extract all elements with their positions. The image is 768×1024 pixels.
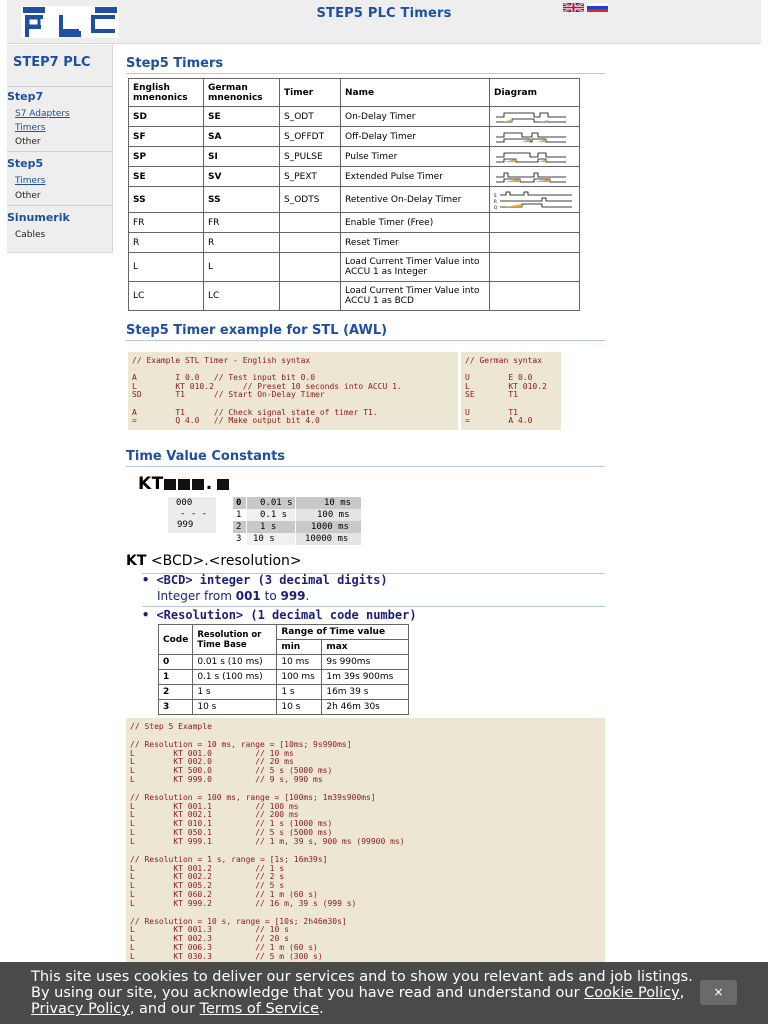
table-cell: Pulse Timer: [341, 147, 490, 167]
table-cell: R: [129, 233, 204, 253]
sidebar-item-s7-adapters[interactable]: S7 Adapters: [15, 109, 70, 119]
sidebar-section-step5[interactable]: Step5: [7, 157, 44, 170]
section-heading-stl: Step5 Timer example for STL (AWL): [126, 323, 605, 341]
table-cell: L: [204, 253, 280, 282]
table-cell: 0: [159, 655, 193, 670]
section-heading-timers: Step5 Timers: [126, 56, 605, 74]
table-cell: 2: [159, 685, 193, 700]
table-header: Resolution or Time Base: [193, 625, 277, 655]
close-icon: ×: [713, 985, 724, 999]
table-cell: 16m 39 s: [322, 685, 409, 700]
cookie-text: ,: [679, 985, 685, 1001]
table-row: [129, 213, 580, 233]
close-button[interactable]: [700, 980, 737, 1005]
table-cell: FR: [129, 213, 204, 233]
table-cell: 0.01 s (10 ms): [193, 655, 277, 670]
table-cell: Retentive On-Delay Timer: [341, 187, 490, 213]
bcd-value: - - -: [180, 509, 208, 519]
table-cell: SS: [204, 187, 280, 213]
desc-text: .: [305, 589, 310, 603]
diagram-pulse-icon: [494, 150, 568, 164]
bcd-value: 000: [176, 498, 193, 508]
table-cell: SS: [129, 187, 204, 213]
kt-dot: .: [205, 474, 213, 494]
table-cell: [280, 282, 341, 311]
svg-text:Q: Q: [494, 204, 498, 210]
table-cell: S_OFFDT: [280, 127, 341, 147]
table-cell: 9s 990ms: [322, 655, 409, 670]
table-cell: L: [129, 253, 204, 282]
english-flag-icon[interactable]: [563, 3, 584, 12]
desc-from: 001: [235, 589, 261, 603]
bullet-resolution: • <Resolution> (1 decimal code number): [142, 608, 417, 622]
table-cell: Extended Pulse Timer: [341, 167, 490, 187]
table-cell: 100 ms: [277, 670, 322, 685]
table-cell: R: [204, 233, 280, 253]
table-row: [129, 282, 580, 311]
table-cell: SV: [204, 167, 280, 187]
sidebar-item-step5-timers[interactable]: Timers: [15, 176, 46, 186]
res-unit: 10 ms: [324, 498, 352, 508]
sidebar-item-step7-other[interactable]: Other: [15, 137, 41, 147]
table-cell: [280, 213, 341, 233]
digit-block: [164, 479, 176, 490]
desc-to: 999: [280, 589, 306, 603]
cookie-text: .: [319, 1001, 324, 1017]
table-cell: 10 s: [193, 700, 277, 715]
digit-block: [178, 479, 190, 490]
desc-text: to: [260, 589, 281, 603]
table-row: [129, 233, 580, 253]
terms-of-service-link[interactable]: Terms of Service: [199, 1001, 320, 1017]
table-row: [129, 253, 580, 282]
table-cell: 0.1 s (100 ms): [193, 670, 277, 685]
bcd-value: 999: [177, 520, 194, 530]
table-cell: [490, 107, 580, 127]
table-row: [159, 700, 409, 715]
res-code: 3: [236, 534, 242, 544]
table-cell: SD: [129, 107, 204, 127]
table-cell: SE: [129, 167, 204, 187]
bullet-resolution-text: <Resolution> (1 decimal code number): [156, 608, 417, 622]
table-header: Timer: [280, 79, 341, 107]
table-cell: SE: [204, 107, 280, 127]
diagram-on-delay-icon: [494, 110, 568, 124]
table-header: Code: [159, 625, 193, 655]
res-unit: 10000 ms: [305, 534, 349, 544]
sidebar: [7, 45, 113, 253]
cookie-policy-link[interactable]: Cookie Policy: [584, 985, 680, 1001]
table-cell: [490, 127, 580, 147]
table-cell: On-Delay Timer: [341, 107, 490, 127]
table-cell: FR: [204, 213, 280, 233]
table-header: max: [322, 640, 409, 655]
kt-syntax-keyword: KT: [126, 553, 147, 569]
table-cell: 3: [159, 700, 193, 715]
table-cell: 10 ms: [277, 655, 322, 670]
sidebar-item-step7-timers[interactable]: Timers: [15, 123, 46, 133]
table-row: [129, 187, 580, 213]
cookie-message: [31, 969, 701, 1017]
table-cell: [490, 167, 580, 187]
diagram-extended-pulse-icon: [494, 170, 568, 184]
table-cell: S_ODT: [280, 107, 341, 127]
sidebar-item-cables[interactable]: Cables: [15, 230, 46, 240]
digit-block: [192, 479, 204, 490]
res-unit: 100 ms: [317, 510, 350, 520]
table-cell: [490, 187, 580, 213]
table-header: min: [277, 640, 322, 655]
bullet-bcd-text: <BCD> integer (3 decimal digits): [156, 573, 388, 587]
table-cell: [490, 147, 580, 167]
svg-text:S: S: [494, 192, 497, 198]
code-block-german: // German syntax U E 0.0 L KT 010.2 SE T1 U T1 = A 4.0: [461, 352, 561, 430]
table-row: [129, 107, 580, 127]
table-cell: LC: [204, 282, 280, 311]
sidebar-section-sinumerik[interactable]: Sinumerik: [7, 211, 70, 224]
section-heading-time-constants: Time Value Constants: [126, 449, 605, 467]
res-base: 0.1 s: [260, 510, 288, 520]
table-cell: Load Current Timer Value into ACCU 1 as Integer: [341, 253, 490, 282]
table-header: German mnenonics: [204, 79, 280, 107]
cookie-banner: [0, 962, 768, 1024]
divider: [7, 205, 112, 206]
table-cell: [490, 253, 580, 282]
table-row: [129, 147, 580, 167]
divider: [142, 606, 605, 607]
table-row: [129, 167, 580, 187]
divider: [7, 86, 112, 87]
table-row: [159, 655, 409, 670]
timers-table: [128, 78, 580, 311]
kt-label: KT: [138, 474, 164, 494]
header-bar: [7, 0, 761, 44]
table-cell: S_ODTS: [280, 187, 341, 213]
code-block-kt-examples: // Step 5 Example // Resolution = 10 ms, range = [10ms; 9s990ms] L KT 001.0 // 10 ms L KT 002.0 // 20 ms L KT 500.0 // 5 s (5000 ms) L KT 999.0 // 9 s, 990 ms // Resolution = 100 ms, range = [100ms; 1m39s900ms] L KT 001.1 // 100 ms L KT 002.1 // 200 ms L KT 010.1 // 1 s (1000 ms) L KT 050.1 // 5 s (5000 ms) L KT 999.1 // 1 m, 39 s, 900 ms (99900 ms) // Resolution = 1 s, range = [1s; 16m39s] L KT 001.2 // 1 s L KT 002.2 // 2 s L KT 005.2 // 5 s L KT 060.2 // 1 m (60 s) L KT 999.2 // 16 m, 39 s (999 s) // Resolution = 10 s, range = [10s; 2h46m30s] L KT 001.3 // 10 s L KT 002.3 // 20 s L KT 006.3 // 1 m (60 s) L KT 030.3 // 5 m (300 s): [126, 718, 605, 968]
table-cell: 10 s: [277, 700, 322, 715]
diagram-retentive-icon: [494, 190, 574, 210]
table-cell: SI: [204, 147, 280, 167]
table-header: Diagram: [490, 79, 580, 107]
table-cell: [490, 233, 580, 253]
diagram-off-delay-icon: [494, 130, 568, 144]
table-cell: Reset Timer: [341, 233, 490, 253]
res-base: 0.01 s: [260, 498, 293, 508]
resolution-table: [158, 624, 409, 715]
table-cell: Enable Timer (Free): [341, 213, 490, 233]
res-base: 10 s: [253, 534, 275, 544]
table-cell: [280, 253, 341, 282]
table-cell: 1 s: [193, 685, 277, 700]
sidebar-section-step7[interactable]: Step7: [7, 90, 44, 103]
table-cell: S_PEXT: [280, 167, 341, 187]
svg-text:R: R: [494, 198, 497, 204]
res-code: 1: [236, 510, 242, 520]
divider: [7, 151, 112, 152]
table-row: [159, 685, 409, 700]
table-cell: LC: [129, 282, 204, 311]
code-block-english: // Example STL Timer - English syntax A I 0.0 // Test input bit 0.0 L KT 010.2 // Preset 10 seconds into ACCU 1. SD T1 // Start On-Delay Timer A T1 // Check signal state of timer T1. = Q 4.0 // Make output bit 4.0: [128, 352, 458, 430]
table-cell: [280, 233, 341, 253]
table-cell: Off-Delay Timer: [341, 127, 490, 147]
resolution-code-grid: [233, 497, 361, 545]
bullet-bcd-desc: [157, 589, 309, 603]
table-cell: SP: [129, 147, 204, 167]
table-cell: SA: [204, 127, 280, 147]
kt-syntax: [126, 553, 302, 569]
table-header: Name: [341, 79, 490, 107]
cookie-text: This site uses cookies to deliver our services and to show you relevant ads and job listings. By using our site, you acknowledge that you have read and understand our: [31, 969, 693, 1001]
table-row: [159, 670, 409, 685]
table-cell: 1m 39s 900ms: [322, 670, 409, 685]
cookie-text: , and our: [129, 1001, 200, 1017]
table-header: Range of Time value: [277, 625, 409, 640]
res-unit: 1000 ms: [311, 522, 349, 532]
res-code: 0: [236, 498, 242, 508]
table-cell: SF: [129, 127, 204, 147]
table-cell: Load Current Timer Value into ACCU 1 as BCD: [341, 282, 490, 311]
res-code: 2: [236, 522, 242, 532]
table-cell: 1: [159, 670, 193, 685]
privacy-policy-link[interactable]: Privacy Policy: [31, 1001, 130, 1017]
table-cell: [490, 282, 580, 311]
kt-format-display: [138, 474, 231, 494]
russian-flag-icon[interactable]: [587, 3, 608, 12]
language-flags: [563, 3, 608, 12]
sidebar-item-step5-other[interactable]: Other: [15, 191, 41, 201]
desc-text: Integer from: [157, 589, 236, 603]
page-title: STEP5 PLC Timers: [316, 6, 452, 21]
sidebar-brand[interactable]: STEP7 PLC: [13, 55, 91, 70]
table-cell: S_PULSE: [280, 147, 341, 167]
table-cell: 1 s: [277, 685, 322, 700]
table-cell: [490, 213, 580, 233]
bullet-bcd: • <BCD> integer (3 decimal digits): [142, 573, 388, 587]
kt-syntax-args: <BCD>.<resolution>: [146, 553, 302, 569]
digit-block: [217, 479, 229, 490]
table-cell: 2h 46m 30s: [322, 700, 409, 715]
res-base: 1 s: [260, 522, 277, 532]
table-header: English mnenonics: [129, 79, 204, 107]
table-row: [129, 127, 580, 147]
